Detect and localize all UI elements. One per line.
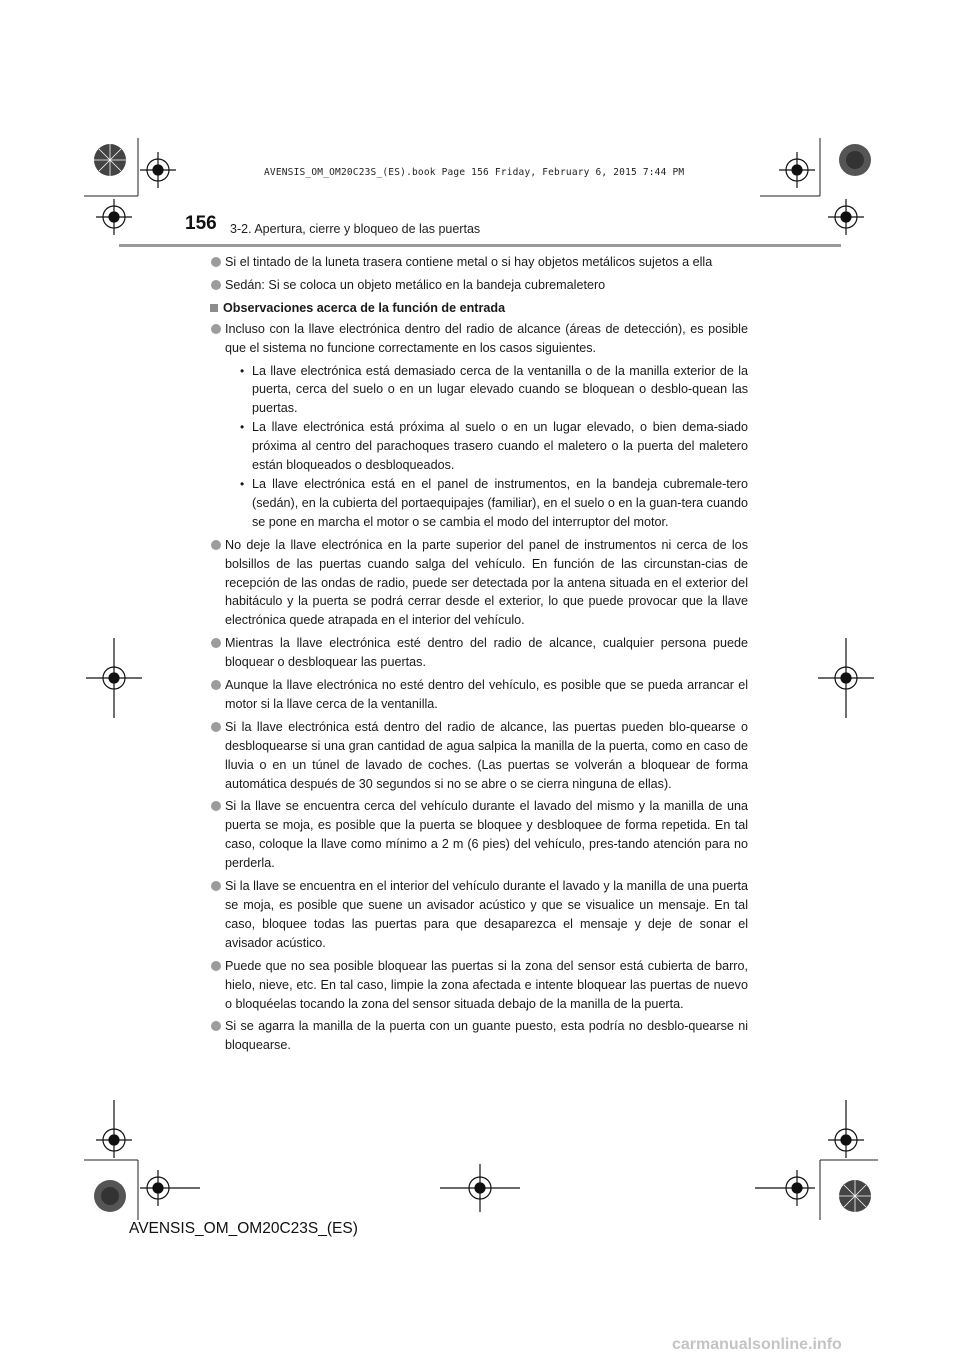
list-item: Puede que no sea posible bloquear las puertas si la zona del sensor está cubierta de barro, hielo, nieve, etc. En tal caso, limpie la zona afectada e intente bloquear las puertas de nuevo o bloquéelas tocando la zona del sensor situada debajo de la manilla de la puerta. (210, 957, 748, 1014)
bullet-dot-icon (211, 680, 221, 690)
page-number: 156 (185, 213, 217, 234)
section-title: 3-2. Apertura, cierre y bloqueo de las puertas (230, 222, 481, 236)
bullet-dot-icon (211, 961, 221, 971)
list-item: No deje la llave electrónica en la parte superior del panel de instrumentos ni cerca de los bolsillos de las puertas cuando salga del vehículo. En función de las circunstan-cias de recepción de las ondas de radio, puede ser detectada por la antena situada en el exterior del habitáculo y la puerta se podrá cerrar desde el exterior, lo que puede provocar que la llave electrónica quede atrapada en el interior del vehículo. (210, 536, 748, 631)
small-bullet-icon: • (240, 363, 245, 378)
sub-list-item: • La llave electrónica está en el panel de instrumentos, en la bandeja cubremale-tero (sedán), en la cubierta del portaequipajes (familiar), en el suelo o en la guan-tera cuando se pone en marcha el motor o se cambia el modo del interruptor del motor. (240, 476, 748, 529)
book-info-line: AVENSIS_OM_OM20C23S_(ES).book Page 156 Friday, February 6, 2015 7:44 PM (264, 167, 685, 178)
footer-doc-code: AVENSIS_OM_OM20C23S_(ES) (129, 1220, 358, 1237)
bullet-dot-icon (211, 638, 221, 648)
list-item: Si la llave electrónica está dentro del radio de alcance, las puertas pueden blo-quearse o desbloquearse si una gran cantidad de agua salpica la manilla de la puerta, como en caso de lluvia o en un túnel de lavado de coches. (Las puertas se volverán a bloquear de forma automática después de 30 segundos si no se abre o se cierra ninguna de ellas). (210, 718, 748, 794)
bullet-dot-icon (211, 324, 221, 334)
content-body (210, 253, 748, 1059)
list-item: Mientras la llave electrónica esté dentro del radio de alcance, cualquier persona puede bloquear o desbloquear las puertas. (210, 634, 748, 672)
small-bullet-icon: • (240, 476, 245, 491)
list-item: Incluso con la llave electrónica dentro del radio de alcance (áreas de detección), es posible que el sistema no funcione correctamente en los casos siguientes. (210, 320, 748, 358)
bullet-dot-icon (211, 1021, 221, 1031)
heading-square-icon (210, 304, 218, 312)
bullet-dot-icon (211, 280, 221, 290)
bullet-dot-icon (211, 881, 221, 891)
list-item: Si el tintado de la luneta trasera contiene metal o si hay objetos metálicos sujetos a ella (210, 253, 748, 272)
list-item: Si se agarra la manilla de la puerta con un guante puesto, esta podría no desblo-quearse ni bloquearse. (210, 1017, 748, 1055)
bullet-dot-icon (211, 257, 221, 267)
watermark: carmanualsonline.info (672, 1336, 842, 1353)
bullet-dot-icon (211, 722, 221, 732)
sub-list-item: • La llave electrónica está próxima al suelo o en un lugar elevado, o bien dema-siado próxima al centro del parachoques trasero cuando el maletero o la puerta del maletero están bloqueados o desbloqueados. (240, 420, 748, 473)
subsection-heading: Observaciones acerca de la función de entrada (210, 299, 748, 318)
list-item: Si la llave se encuentra cerca del vehículo durante el lavado del mismo y la manilla de una puerta se moja, es posible que la puerta se bloquee y desbloquee de forma repetida. En tal caso, coloque la llave como mínimo a 2 m (6 pies) del vehículo, pres-tando atención para no perderla. (210, 797, 748, 873)
sub-list-item: • La llave electrónica está demasiado cerca de la ventanilla o de la manilla exterior de la puerta, cerca del suelo o en un lugar elevado cuando se bloquean o desblo-quean las puertas. (240, 363, 748, 416)
list-item: Aunque la llave electrónica no esté dentro del vehículo, es posible que se pueda arrancar el motor si la llave cerca de la ventanilla. (210, 676, 748, 714)
list-item: Sedán: Si se coloca un objeto metálico en la bandeja cubremaletero (210, 276, 748, 295)
bullet-dot-icon (211, 540, 221, 550)
header-rule (119, 244, 841, 247)
list-item: Si la llave se encuentra en el interior del vehículo durante el lavado y la manilla de una puerta se moja, es posible que suene un avisador acústico y que se visualice un mensaje. En tal caso, bloquee todas las puertas para que desaparezca el mensaje y deje de sonar el avisador acústico. (210, 877, 748, 953)
small-bullet-icon: • (240, 420, 245, 435)
bullet-dot-icon (211, 801, 221, 811)
